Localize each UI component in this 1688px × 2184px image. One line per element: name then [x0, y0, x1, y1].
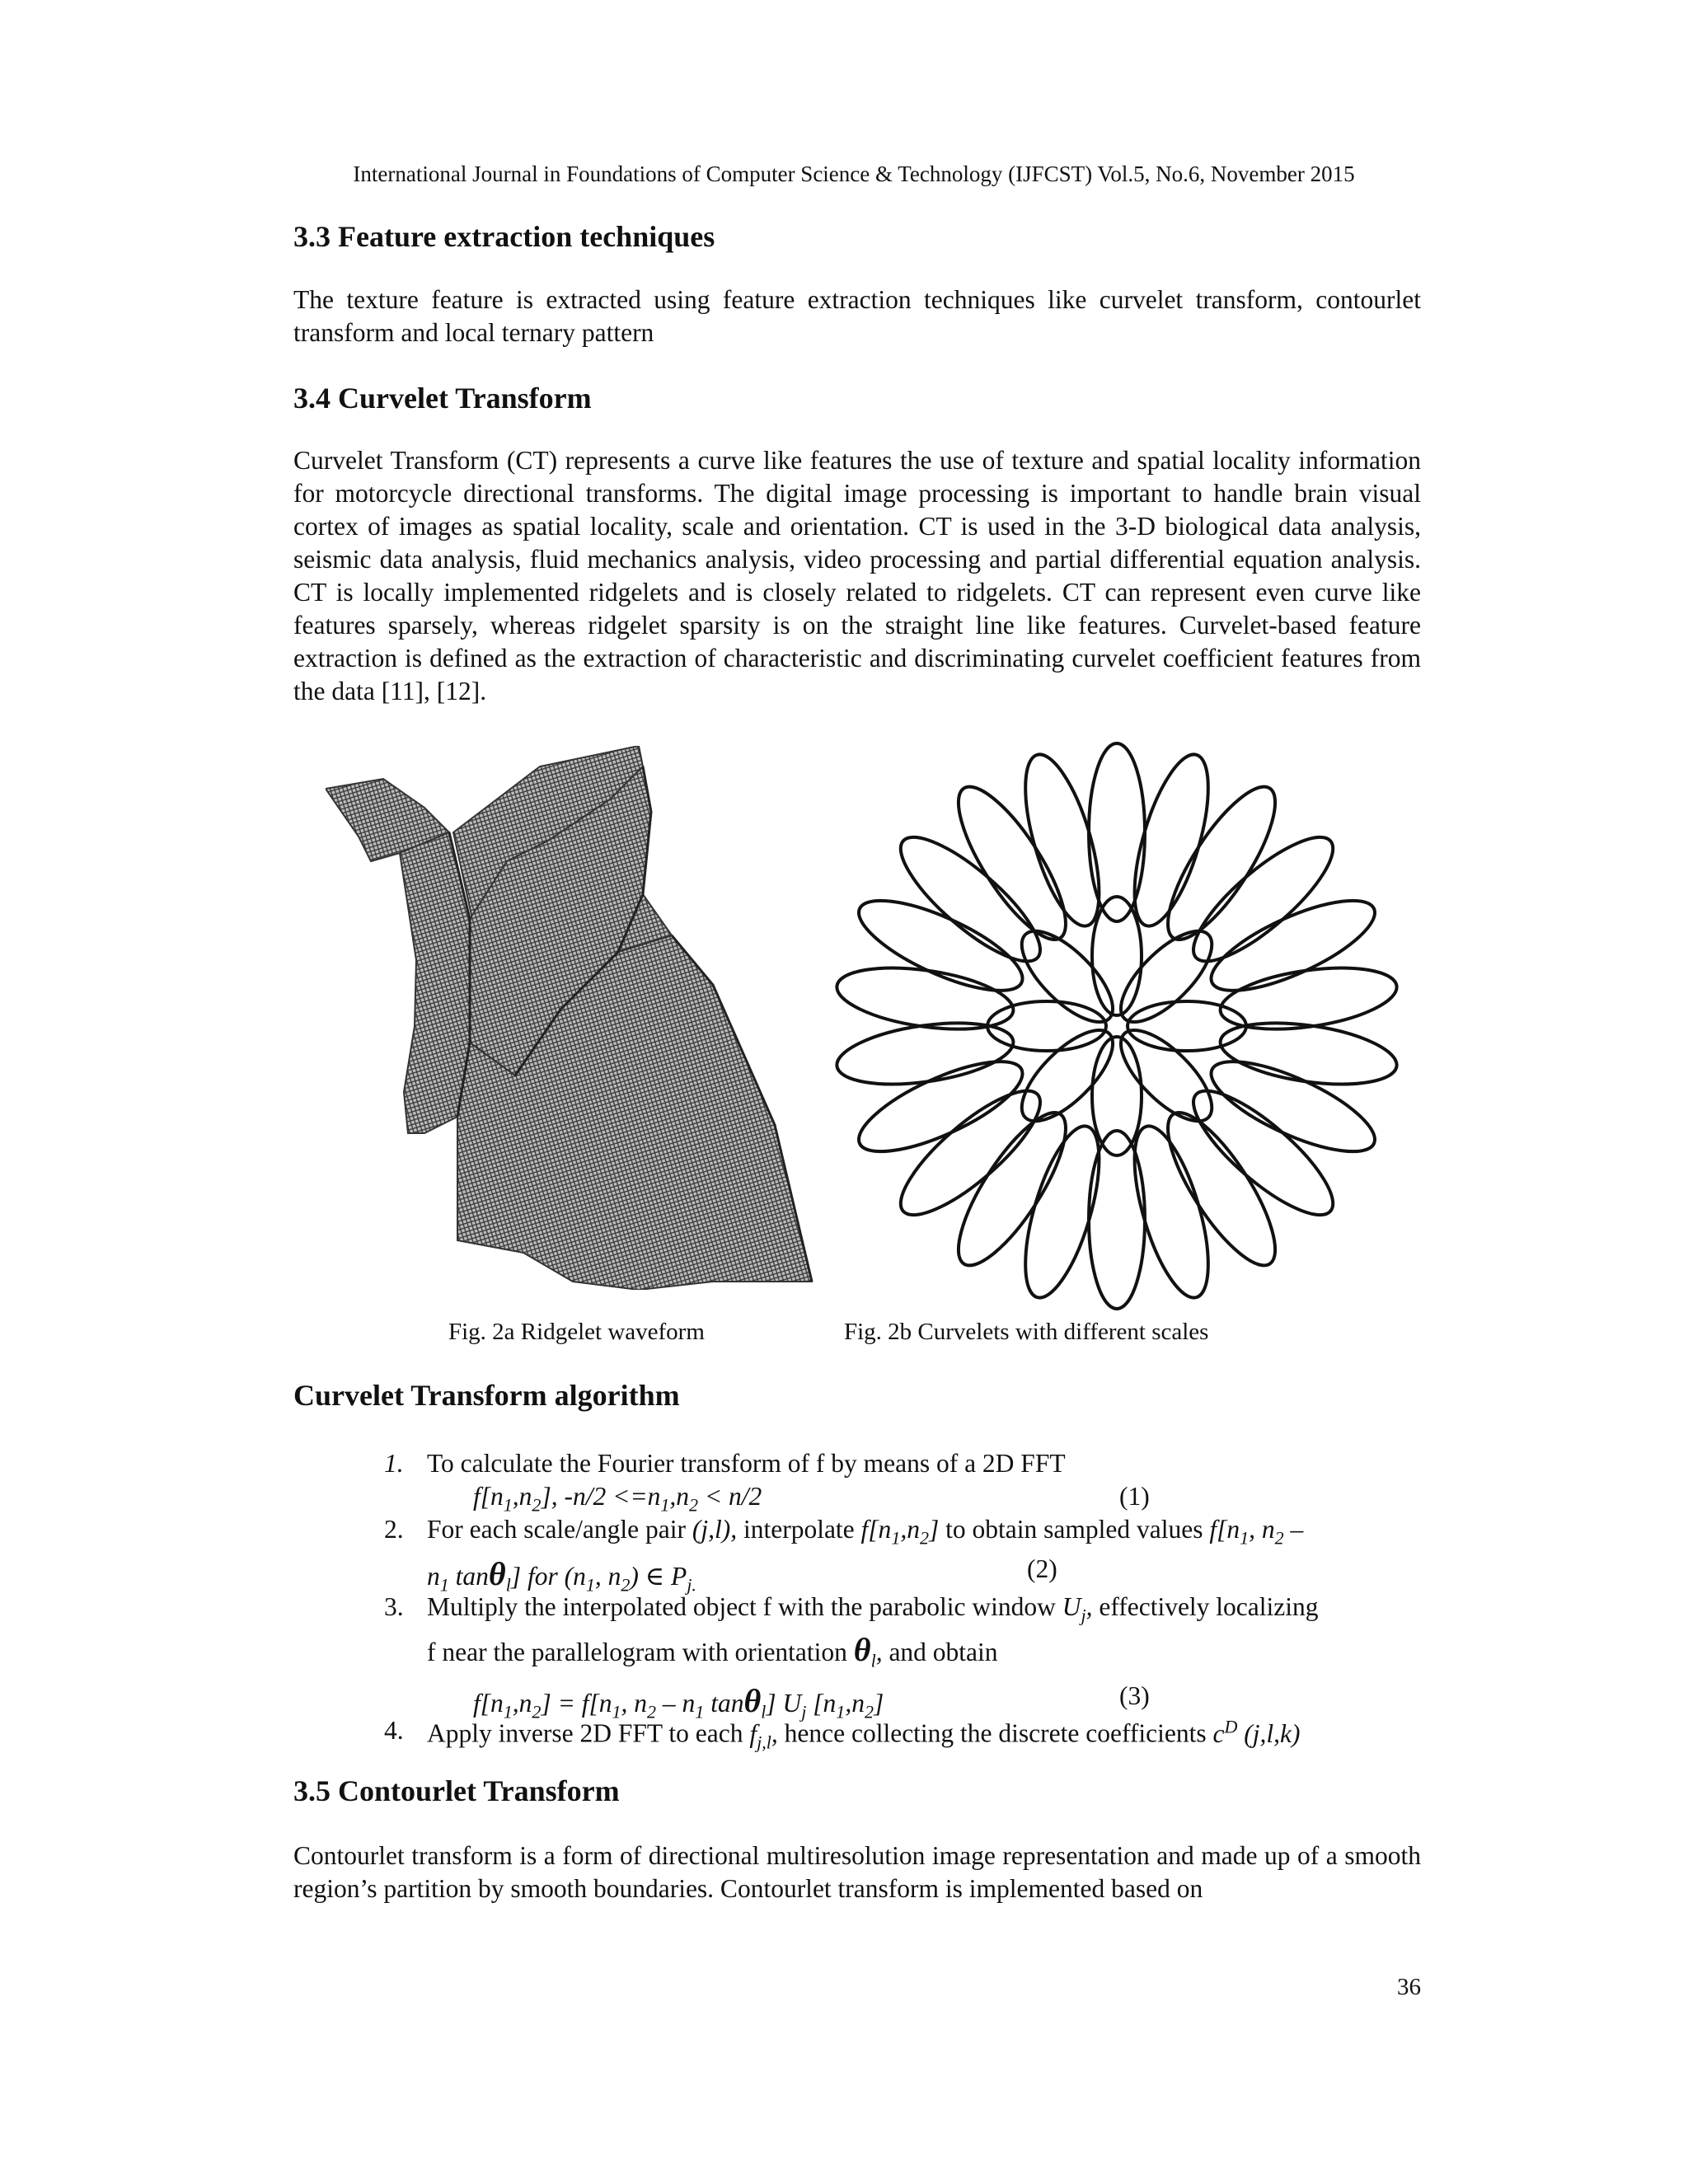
section-3-3-body: The texture feature is extracted using feature extraction techniques like curvelet transform, contourlet transform and local ternary pattern — [293, 285, 1421, 347]
algorithm-title: Curvelet Transform algorithm — [293, 1379, 680, 1412]
step-4-number: 4. — [384, 1716, 404, 1745]
outer-ellipse-ring — [833, 743, 1401, 1309]
running-header: International Journal in Foundations of Computer Science & Technology (IJFCST) Vol.5, No.6, November 2015 — [353, 162, 1355, 186]
fig-2a-caption: Fig. 2a Ridgelet waveform — [448, 1319, 705, 1345]
step-4-text: Apply inverse 2D FFT to each $f_{j,l}$, hence collecting the discrete coefficients $c^D$ (j,l,k) — [427, 1716, 1301, 1752]
section-3-5-body: Contourlet transform is a form of directional multiresolution image representation and made up of a smooth region’s partition by smooth boundaries. Contourlet transform is implemented based on — [293, 1841, 1421, 1903]
curvelets-scales-figure — [828, 738, 1405, 1315]
step-2-number: 2. — [384, 1515, 404, 1544]
section-3-5-title: 3.5 Contourlet Transform — [293, 1774, 620, 1807]
ridgelet-waveform-figure — [326, 746, 820, 1290]
step-1-number: 1. — [384, 1449, 404, 1478]
step-3-continuation: f near the parallelogram with orientation $\theta_l$, and obtain — [427, 1631, 998, 1671]
step-2-text: For each scale/angle pair (j,l), interpolate $f[n_1,n_2]$ to obtain sampled values $f[n_1$, $n_2$ – — [427, 1515, 1304, 1549]
section-3-3-title: 3.3 Feature extraction techniques — [293, 220, 715, 253]
ridgelet-surface — [326, 746, 812, 1290]
step-2-continuation: $n_1$ tanθ$_l$] for ($n_1$, $n_2$) ∈ $P_{j.}$ — [427, 1555, 696, 1596]
equation-1-number: (1) — [1119, 1482, 1150, 1511]
step-3-number: 3. — [384, 1592, 404, 1621]
equation-1: $f[n_1,n_2]$, $-n/2 <=n_1,n_2 < n/2$ — [473, 1482, 762, 1516]
section-3-4-title: 3.4 Curvelet Transform — [293, 382, 592, 415]
section-3-4-body: Curvelet Transform (CT) represents a curve like features the use of texture and spatial locality information for motorcycle directional transforms. The digital image processing is important to handle brain visual cortex of images as spatial locality, scale and orientation. CT is used in the 3-D biological data analysis, seismic data analysis, fluid mechanics analysis, video processing and partial differential equation analysis. CT is locally implemented ridgelets and is closely related to ridgelets. CT can represent even curve like features sparsely, whereas ridgelet sparsity is on the straight line like features. Curvelet-based feature extraction is defined as the extraction of characteristic and discriminating curvelet coefficient features from the data [11], [12]. — [293, 446, 1421, 705]
step-3-text: Multiply the interpolated object f with the parabolic window $U_j$, effectively localizing — [427, 1592, 1319, 1626]
inner-ellipse-ring — [987, 897, 1246, 1155]
fig-2b-caption: Fig. 2b Curvelets with different scales — [844, 1319, 1209, 1345]
equation-3-number: (3) — [1119, 1681, 1150, 1710]
equation-2-number: (2) — [1027, 1554, 1057, 1583]
step-1-text: To calculate the Fourier transform of f by means of a 2D FFT — [427, 1449, 1066, 1478]
page-number: 36 — [1397, 1974, 1421, 2000]
equation-3: $f[n_1,n_2] = f[n_1$, $n_2 - n_1$ tanθ$_l$] $U_j$ $[n_1,n_2]$ — [473, 1682, 884, 1722]
